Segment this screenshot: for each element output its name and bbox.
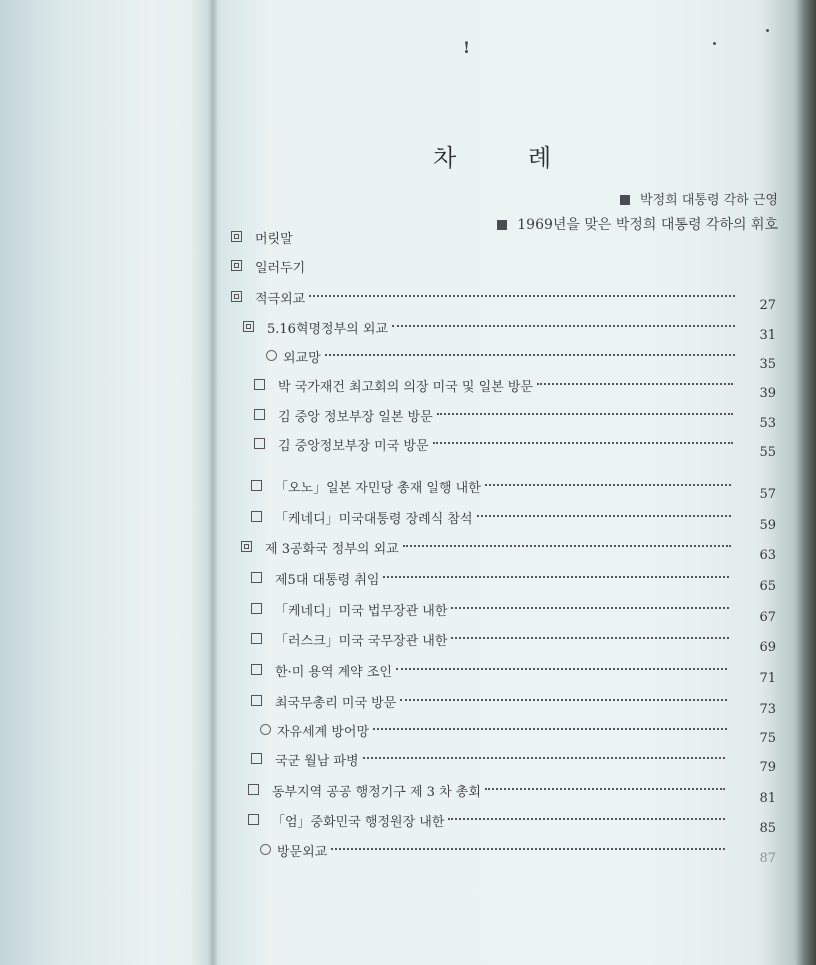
toc-page-number: 87: [759, 851, 776, 866]
square-bullet-icon: [254, 379, 265, 390]
square-bullet-icon: [251, 480, 262, 491]
double-square-bullet-icon: [231, 231, 242, 242]
dot-leader: [485, 787, 725, 790]
dot-leader: [383, 575, 729, 578]
book-gutter: [208, 0, 218, 965]
toc-entry: [254, 406, 780, 431]
toc-entry: [231, 228, 780, 250]
toc-entry: [231, 288, 780, 313]
dot-leader: [373, 727, 727, 730]
toc-entry-label: 「엄」중화민국 행정원장 내한: [272, 815, 445, 830]
toc-page-number: 53: [759, 416, 776, 431]
photo-entry-label: 박정희 대통령 각하 근영: [640, 193, 778, 208]
toc-page-number: 79: [759, 760, 776, 775]
toc-page-number: 55: [759, 445, 776, 460]
circle-bullet-icon: [266, 350, 277, 361]
toc-page-number: 67: [759, 610, 776, 625]
dot-leader: [437, 412, 733, 415]
ink-speck: [713, 42, 716, 45]
double-square-bullet-icon: [243, 321, 254, 332]
square-bullet-icon: [248, 814, 259, 825]
toc-entry: [254, 376, 780, 401]
filled-square-icon: [620, 195, 630, 205]
toc-entry: [248, 781, 780, 806]
double-square-bullet-icon: [231, 260, 242, 271]
dot-leader: [403, 544, 731, 547]
toc-entry: [260, 721, 780, 746]
toc-entry: [266, 347, 780, 372]
square-bullet-icon: [251, 511, 262, 522]
toc-page-number: 71: [759, 671, 776, 686]
toc-page-number: 65: [759, 579, 776, 594]
toc-page-number: 81: [759, 791, 776, 806]
double-square-bullet-icon: [231, 291, 242, 302]
dot-leader: [448, 817, 725, 820]
toc-entry-label: 김 중앙정보부장 미국 방문: [278, 439, 429, 454]
double-square-bullet-icon: [241, 541, 252, 552]
toc-entry: [251, 477, 780, 502]
photo-entry-label: 1969년을 맞은 박정희 대통령 각하의 휘호: [517, 217, 778, 233]
toc-entry: [260, 841, 780, 866]
toc-page-number: 39: [759, 386, 776, 401]
dot-leader: [451, 606, 729, 609]
square-bullet-icon: [251, 633, 262, 644]
toc-page-number: 75: [759, 731, 776, 746]
toc-page-number: 63: [759, 548, 776, 563]
toc-entry-label: 5.16혁명정부의 외교: [267, 322, 388, 337]
toc-entry: [231, 257, 780, 279]
toc-entry: [251, 508, 780, 533]
toc-page-number: 57: [759, 487, 776, 502]
square-bullet-icon: [251, 753, 262, 764]
square-bullet-icon: [251, 572, 262, 583]
toc-entry: [241, 538, 780, 563]
toc-entry: [251, 692, 780, 717]
toc-page-number: 73: [759, 702, 776, 717]
dot-leader: [363, 756, 725, 759]
dot-leader: [309, 294, 735, 297]
toc-entry-label: 최국무총리 미국 방문: [275, 696, 397, 711]
toc-page-number: 59: [759, 518, 776, 533]
toc-entry: [243, 318, 780, 343]
toc-entry-label: 「러스크」미국 국무장관 내한: [275, 634, 448, 649]
toc-entry-label: 방문외교: [277, 845, 328, 860]
dot-leader: [433, 441, 733, 444]
page-mark: !: [463, 38, 471, 57]
square-bullet-icon: [251, 664, 262, 675]
toc-entry-label: 「케네디」미국대통령 장례식 참석: [275, 512, 473, 527]
toc-page-number: 27: [759, 298, 776, 313]
toc-entry: [254, 435, 780, 460]
toc-entry-label: 제 3공화국 정부의 외교: [265, 542, 399, 557]
square-bullet-icon: [254, 409, 265, 420]
square-bullet-icon: [251, 603, 262, 614]
toc-entry-label: 김 중앙 정보부장 일본 방문: [278, 410, 433, 425]
toc-entry-label: 「케네디」미국 법무장관 내한: [275, 604, 448, 619]
toc-entry: [248, 811, 780, 836]
toc-page-number: 69: [759, 640, 776, 655]
dot-leader: [537, 382, 733, 385]
circle-bullet-icon: [260, 844, 271, 855]
toc-page-number: 31: [759, 328, 776, 343]
toc-entry-label: 적극외교: [255, 292, 306, 307]
toc-entry-label: 자유세계 방어망: [277, 725, 370, 740]
toc-entry: [251, 661, 780, 686]
toc-entry-label: 일러두기: [255, 261, 306, 276]
toc-title-char-1: 차: [433, 144, 457, 172]
dot-leader: [396, 667, 727, 670]
toc-title-char-2: 례: [528, 144, 552, 172]
dot-leader: [325, 353, 735, 356]
dot-leader: [451, 636, 729, 639]
toc-entry-label: 동부지역 공공 행정기구 제 3 차 총회: [272, 785, 481, 800]
toc-entry: [251, 630, 780, 655]
toc-entry-label: 박 국가재건 최고회의 의장 미국 및 일본 방문: [278, 380, 533, 395]
toc-page-number: 35: [759, 357, 776, 372]
photo-entry: [620, 189, 778, 208]
toc-entry-label: 외교망: [283, 351, 321, 366]
square-bullet-icon: [248, 784, 259, 795]
square-bullet-icon: [254, 438, 265, 449]
toc-entry: [251, 600, 780, 625]
toc-page-number: 85: [759, 821, 776, 836]
ink-speck: [766, 29, 769, 32]
toc-entry-label: 제5대 대통령 취임: [275, 573, 380, 588]
dot-leader: [392, 324, 735, 327]
toc-entry: [251, 569, 780, 594]
toc-entry: [251, 750, 780, 775]
square-bullet-icon: [251, 695, 262, 706]
toc-entry-label: 한·미 용역 계약 조인: [275, 665, 392, 680]
dot-leader: [485, 483, 731, 486]
toc-entry-label: 「오노」일본 자민당 총재 일행 내한: [275, 481, 481, 496]
circle-bullet-icon: [260, 724, 271, 735]
toc-entry-label: 국군 월남 파병: [275, 754, 359, 769]
toc-entry-label: 머릿말: [255, 232, 293, 247]
dot-leader: [331, 847, 725, 850]
dot-leader: [477, 514, 731, 517]
dot-leader: [400, 698, 727, 701]
